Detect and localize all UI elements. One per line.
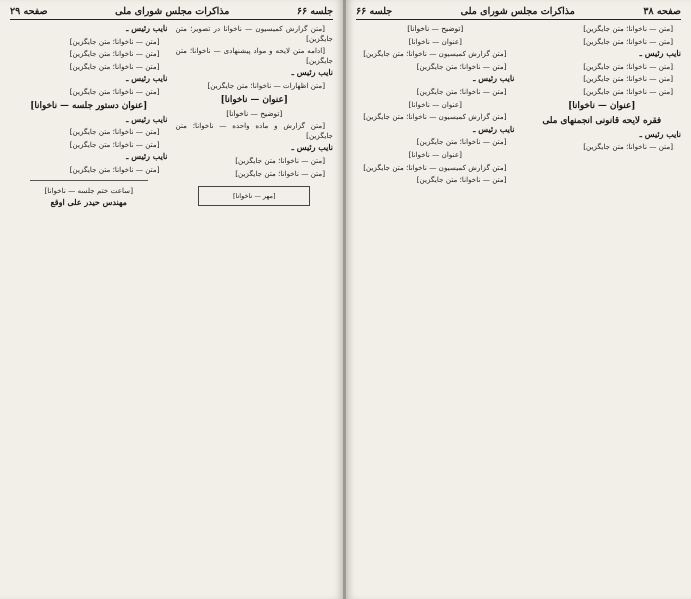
left-columns xyxy=(10,24,333,584)
paragraph: [متن اظهارات — ناخوانا؛ متن جایگزین] xyxy=(207,80,325,90)
left-header-title: مذاکرات مجلس شورای ملی xyxy=(115,6,230,17)
speaker-label: نایب رئیس ـ xyxy=(473,73,515,84)
right-page xyxy=(346,0,691,599)
section-heading: [عنوان دستور جلسه — ناخوانا] xyxy=(30,100,148,111)
speaker-label: نایب رئیس ـ xyxy=(126,151,168,162)
paragraph: [متن — ناخوانا؛ متن جایگزین] xyxy=(416,175,507,185)
paragraph: [متن — ناخوانا؛ متن جایگزین] xyxy=(583,142,673,152)
left-column-a xyxy=(176,24,334,584)
speaker-label: نایب رئیس ـ xyxy=(639,48,681,59)
paragraph: [متن گزارش کمیسیون — ناخوانا؛ متن جایگزین] xyxy=(363,112,507,122)
speaker-label: نایب رئیس ـ xyxy=(291,142,333,153)
left-header-session: جلسه ۶۶ xyxy=(296,6,333,17)
paragraph: [متن — ناخوانا؛ متن جایگزین] xyxy=(416,86,507,96)
paragraph: [متن — ناخوانا؛ متن جایگزین] xyxy=(416,137,507,147)
paragraph: [متن — ناخوانا؛ متن جایگزین] xyxy=(583,86,673,96)
paragraph: [متن — ناخوانا؛ متن جایگزین] xyxy=(69,139,160,149)
paragraph: [متن — ناخوانا؛ متن جایگزین] xyxy=(69,36,160,46)
paragraph: [متن — ناخوانا؛ متن جایگزین] xyxy=(69,164,160,174)
paragraph: [متن گزارش کمیسیون — ناخوانا؛ متن جایگزین] xyxy=(363,162,507,172)
right-columns xyxy=(356,24,681,584)
speaker-label: نایب رئیس ـ xyxy=(126,24,168,33)
paragraph: [متن — ناخوانا؛ متن جایگزین] xyxy=(69,86,160,96)
section-heading: فقره لایحه قانونی انجمنهای ملی xyxy=(542,115,662,126)
paragraph: [ادامه متن لایحه و مواد پیشنهادی — ناخوانا؛ متن جایگزین] xyxy=(175,46,333,65)
left-page xyxy=(0,0,344,599)
section-title: [عنوان — ناخوانا] xyxy=(408,36,462,46)
closing-note: [ساعت ختم جلسه — ناخوانا] xyxy=(44,185,133,195)
paragraph: [متن گزارش و ماده واحده — ناخوانا؛ متن جایگزین] xyxy=(175,121,333,140)
paragraph: [متن گزارش کمیسیون — ناخوانا؛ متن جایگزین] xyxy=(363,49,507,59)
library-stamp: [مهر — ناخوانا] xyxy=(198,186,310,206)
section-subtitle: [توضیح — ناخوانا] xyxy=(226,108,283,118)
paragraph: [متن — ناخوانا؛ متن جایگزین] xyxy=(69,49,160,59)
left-column-b xyxy=(10,24,168,584)
paragraph: [متن — ناخوانا؛ متن جایگزین] xyxy=(69,127,160,137)
section-subtitle: [توضیح — ناخوانا] xyxy=(407,24,464,33)
paragraph: [متن — ناخوانا؛ متن جایگزین] xyxy=(235,168,325,178)
speaker-label: نایب رئیس ـ xyxy=(473,123,515,134)
paragraph: [متن — ناخوانا؛ متن جایگزین] xyxy=(583,36,673,46)
paragraph: [متن — ناخوانا؛ متن جایگزین] xyxy=(235,155,325,165)
right-header-title: مذاکرات مجلس شورای ملی xyxy=(460,6,575,17)
right-running-head xyxy=(356,6,681,20)
right-header-page: صفحه ۳۸ xyxy=(643,6,681,17)
speaker-label: نایب رئیس ـ xyxy=(126,113,168,124)
section-title: [عنوان — ناخوانا] xyxy=(408,99,462,109)
paragraph: [متن گزارش کمیسیون — ناخوانا در تصویر؛ متن جایگزین] xyxy=(175,24,333,43)
paragraph: [متن — ناخوانا؛ متن جایگزین] xyxy=(583,74,673,84)
right-header-session: جلسه ۶۶ xyxy=(356,6,393,17)
speaker-label: نایب رئیس ـ xyxy=(126,73,168,84)
paragraph: [متن — ناخوانا؛ متن جایگزین] xyxy=(583,24,673,33)
paragraph: [متن — ناخوانا؛ متن جایگزین] xyxy=(583,61,673,71)
speaker-label: نایب رئیس ـ xyxy=(639,128,681,139)
section-title: [عنوان — ناخوانا] xyxy=(408,149,462,159)
section-heading: [عنوان — ناخوانا] xyxy=(568,100,636,111)
right-column-a xyxy=(523,24,682,584)
left-header-page: صفحه ۲۹ xyxy=(10,6,48,17)
paragraph: [متن — ناخوانا؛ متن جایگزین] xyxy=(69,61,160,71)
right-column-b xyxy=(356,24,515,584)
section-heading: [عنوان — ناخوانا] xyxy=(220,94,288,105)
signature: مهندس حیدر علی اوقع xyxy=(50,197,127,208)
divider xyxy=(30,180,148,181)
speaker-label: نایب رئیس ـ xyxy=(291,67,333,78)
left-running-head xyxy=(10,6,333,20)
paragraph: [متن — ناخوانا؛ متن جایگزین] xyxy=(416,61,507,71)
